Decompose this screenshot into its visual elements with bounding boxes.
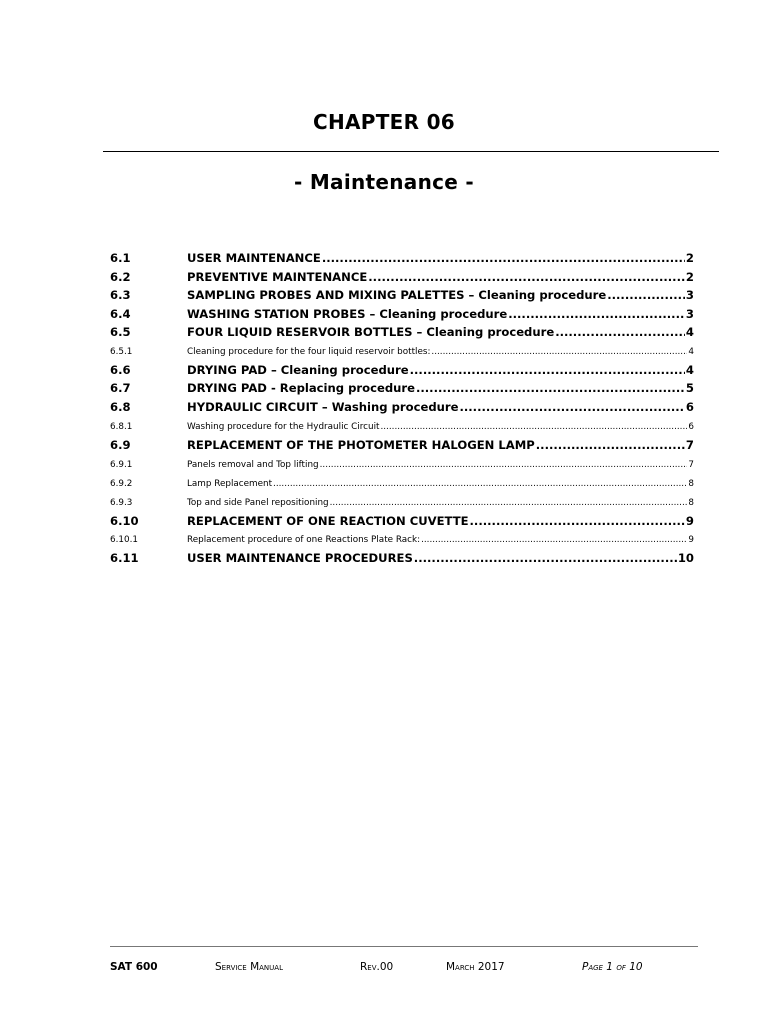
toc-entry-page: 6 [688,422,694,432]
chapter-title: CHAPTER 06 [312,110,456,134]
toc-entry-page: 8 [688,498,694,508]
toc-entry-title: Top and side Panel repositioning [187,498,329,508]
toc-entry-page: 7 [688,460,694,470]
footer-revision: Rev.00 [360,961,394,973]
footer-divider [110,946,698,947]
toc-entry-number: 6.4 [110,307,131,321]
toc-dot-leader [368,270,685,284]
toc-entry-title: HYDRAULIC CIRCUIT – Washing procedure [187,400,459,414]
toc-dot-leader [555,325,685,339]
toc-entry-page: 2 [685,270,694,284]
toc-entry-number: 6.9.2 [110,479,133,489]
toc-entry[interactable] [110,270,694,284]
toc-entry-number: 6.9.1 [110,460,133,470]
toc-entry-number: 6.1 [110,251,131,265]
toc-entry-title: WASHING STATION PROBES – Cleaning procedure [187,307,508,321]
toc-entry-page: 4 [685,325,694,339]
toc-entry[interactable] [110,514,694,528]
toc-entry-title: USER MAINTENANCE PROCEDURES [187,551,413,565]
toc-entry-page: 9 [685,514,694,528]
toc-dot-leader [380,422,687,432]
toc-dot-leader [459,400,684,414]
toc-entry[interactable] [110,288,694,302]
toc-entry-page: 4 [685,363,694,377]
toc-dot-leader [414,551,677,565]
toc-entry-title: PREVENTIVE MAINTENANCE [187,270,368,284]
toc-entry-number: 6.9 [110,438,131,452]
toc-entry-title: SAMPLING PROBES AND MIXING PALETTES – Cleaning procedure [187,288,607,302]
title-divider [103,151,719,152]
toc-dot-leader [410,363,685,377]
chapter-subtitle: - Maintenance - [293,170,475,194]
toc-subentry[interactable] [110,460,694,470]
toc-subentry[interactable] [110,535,694,545]
toc-dot-leader [508,307,685,321]
toc-entry-title: REPLACEMENT OF THE PHOTOMETER HALOGEN LAMP [187,438,535,452]
toc-dot-leader [416,381,685,395]
toc-dot-leader [320,460,688,470]
toc-dot-leader [536,438,685,452]
toc-dot-leader [431,347,687,357]
footer-manual-type: Service Manual [215,961,283,973]
toc-entry[interactable] [110,400,694,414]
toc-entry[interactable] [110,325,694,339]
toc-dot-leader [421,535,687,545]
toc-entry-number: 6.10 [110,514,139,528]
toc-entry-title: Panels removal and Top lifting [187,460,319,470]
toc-entry-page: 10 [677,551,694,565]
toc-entry-title: Washing procedure for the Hydraulic Circuit [187,422,380,432]
toc-subentry[interactable] [110,347,694,357]
toc-entry-number: 6.7 [110,381,131,395]
toc-subentry[interactable] [110,498,694,508]
toc-entry-page: 4 [688,347,694,357]
toc-entry-title: FOUR LIQUID RESERVOIR BOTTLES – Cleaning procedure [187,325,555,339]
toc-entry-page: 2 [685,251,694,265]
toc-entry-page: 3 [685,288,694,302]
toc-dot-leader [322,251,685,265]
toc-entry-page: 7 [685,438,694,452]
toc-entry-title: Replacement procedure of one Reactions Plate Rack: [187,535,421,545]
toc-entry-title: DRYING PAD – Cleaning procedure [187,363,409,377]
toc-entry-number: 6.6 [110,363,131,377]
toc-entry-page: 3 [685,307,694,321]
toc-entry-title: Cleaning procedure for the four liquid reservoir bottles: [187,347,431,357]
toc-entry-title: DRYING PAD - Replacing procedure [187,381,415,395]
toc-subentry[interactable] [110,422,694,432]
footer-page-number: Page 1 of 10 [582,961,643,973]
toc-entry-number: 6.5.1 [110,347,133,357]
toc-entry-title: Lamp Replacement [187,479,273,489]
toc-subentry[interactable] [110,479,694,489]
toc-entry-number: 6.11 [110,551,139,565]
toc-entry[interactable] [110,381,694,395]
toc-entry[interactable] [110,438,694,452]
page-footer [110,961,698,977]
toc-entry-number: 6.9.3 [110,498,133,508]
toc-entry-page: 8 [688,479,694,489]
toc-dot-leader [330,498,688,508]
toc-dot-leader [273,479,687,489]
toc-entry-number: 6.2 [110,270,131,284]
toc-entry-number: 6.3 [110,288,131,302]
toc-entry-number: 6.5 [110,325,131,339]
toc-entry[interactable] [110,363,694,377]
toc-entry[interactable] [110,307,694,321]
footer-product: SAT 600 [110,961,158,973]
toc-entry-title: USER MAINTENANCE [187,251,321,265]
toc-entry-page: 9 [688,535,694,545]
toc-entry[interactable] [110,551,694,565]
footer-date: March 2017 [446,961,505,973]
toc-dot-leader [470,514,685,528]
toc-entry-page: 5 [685,381,694,395]
toc-entry-number: 6.8.1 [110,422,133,432]
toc-entry[interactable] [110,251,694,265]
toc-entry-title: REPLACEMENT OF ONE REACTION CUVETTE [187,514,469,528]
toc-entry-page: 6 [685,400,694,414]
toc-entry-number: 6.8 [110,400,131,414]
toc-entry-number: 6.10.1 [110,535,138,545]
toc-dot-leader [607,288,685,302]
